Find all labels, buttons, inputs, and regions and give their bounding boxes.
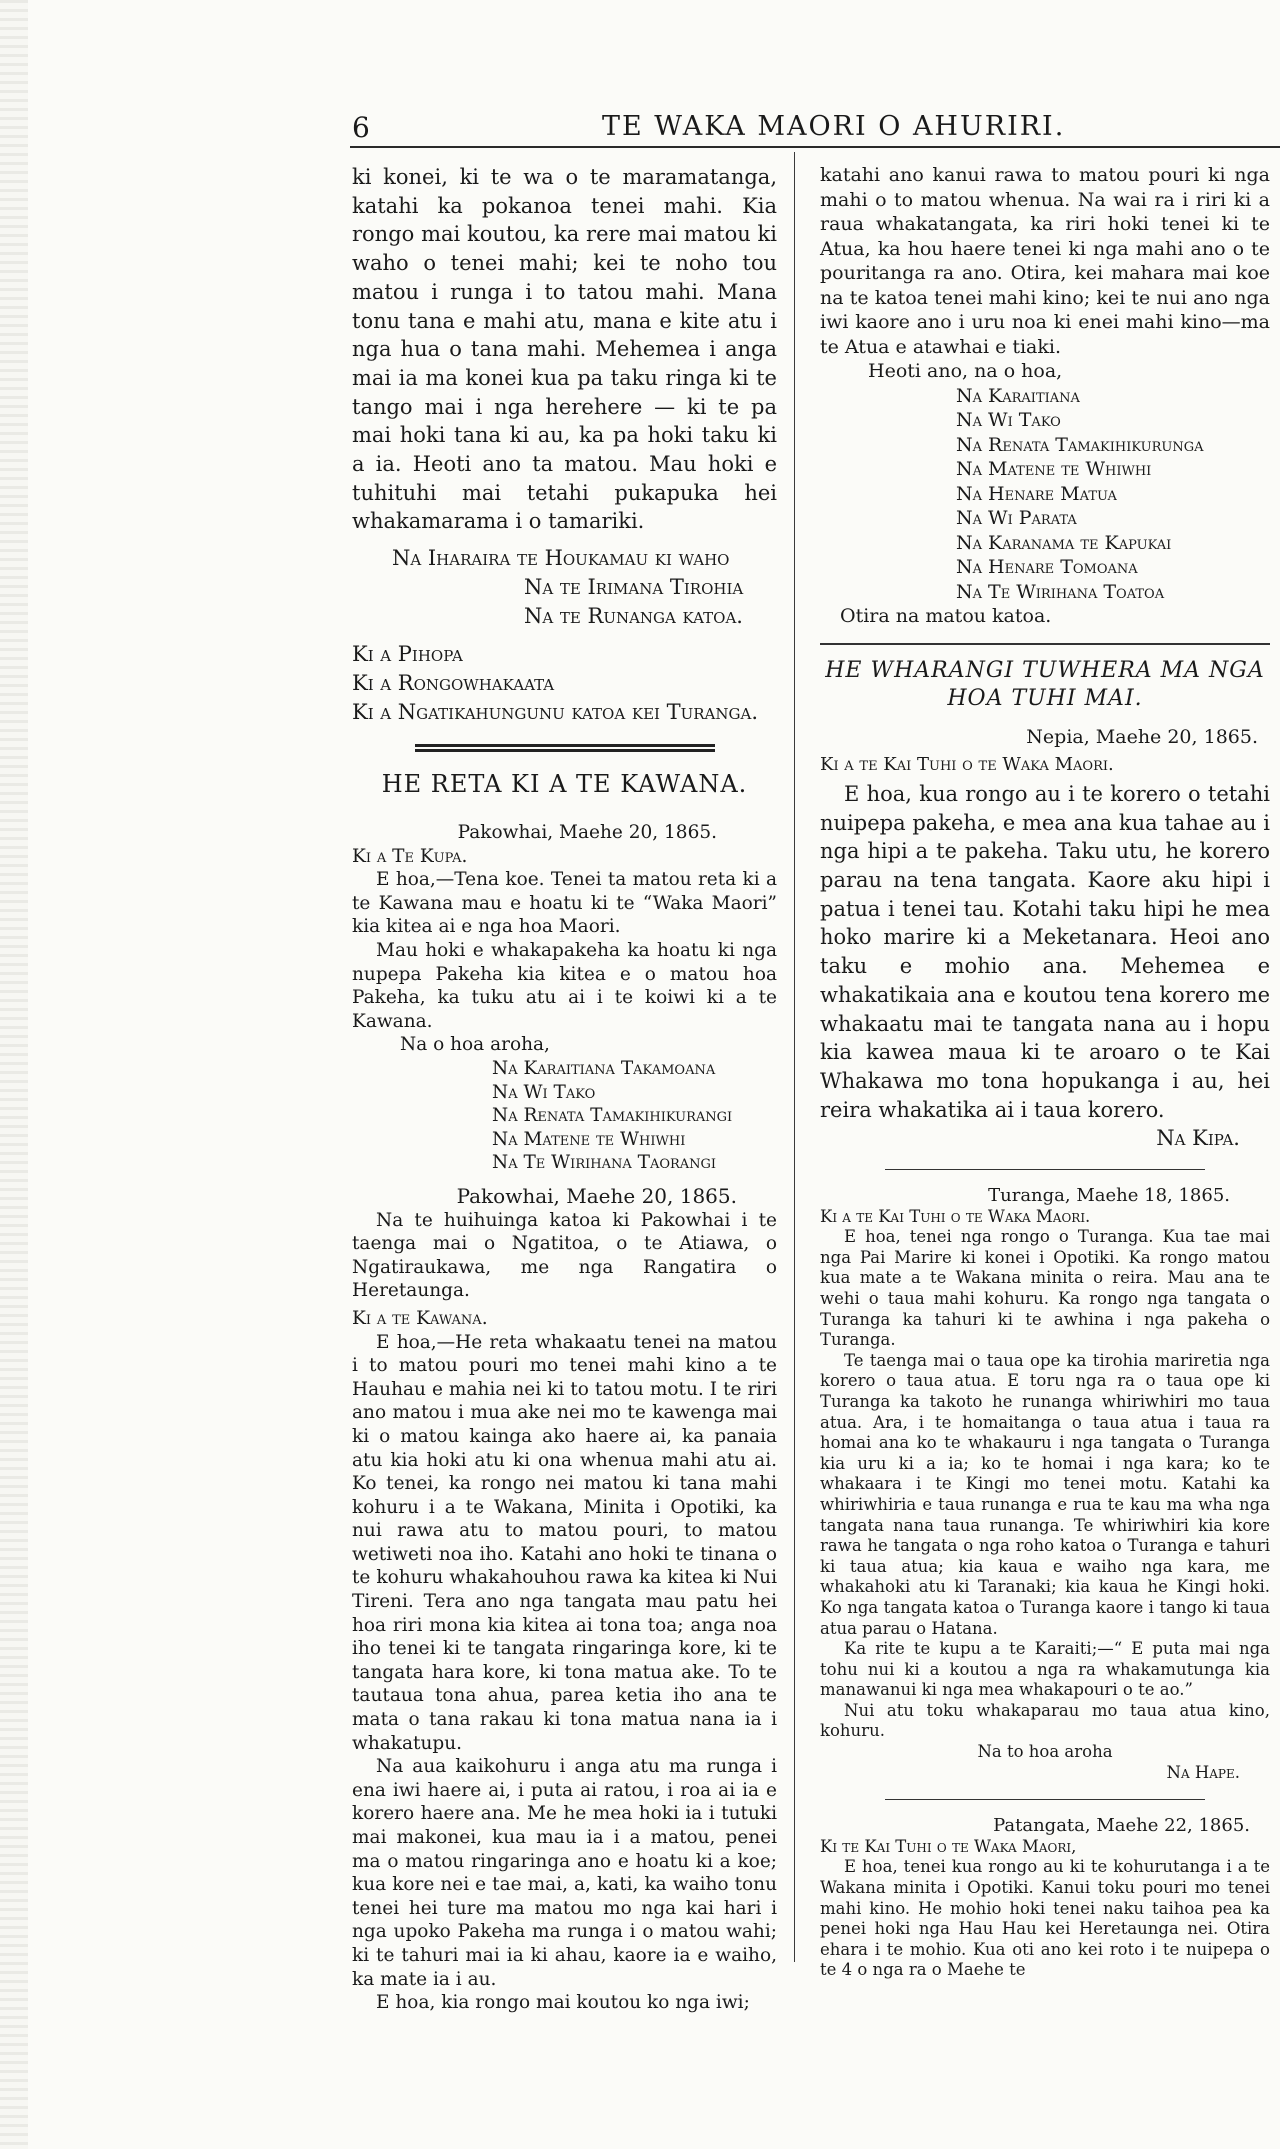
page-header bbox=[352, 111, 1280, 145]
letter-paragraph: E hoa, tenei nga rongo o Turanga. Kua tae mai nga Pai Marire ki konei i Opotiki. Ka rongo matou kua mate a te Wakana minita o reira. Mau ana te wehi o taua mahi kohuru. Ka rongo nga tangata o Turanga ka tahuri ki te awhina i nga pakeha o Turanga. bbox=[820, 1227, 1270, 1350]
page-number: 6 bbox=[352, 111, 370, 144]
letter-salutation: Ki a Te Kupa. bbox=[352, 845, 468, 867]
signature-line: Na Iharaira te Houkamau ki waho bbox=[392, 546, 730, 571]
letter-paragraph: Mau hoki e whakapakeha ka hoatu ki nga nupepa Pakeha kia kitea e o matou hoa Pakeha, ka tuku atu ai i te koiwi ki a te Kawana. bbox=[352, 940, 777, 1032]
scan-gutter bbox=[0, 0, 28, 2149]
signer: Na Karanama te Kapukai bbox=[956, 531, 1172, 554]
letter-date: Nepia, Maehe 20, 1865. bbox=[1026, 725, 1258, 748]
letter-salutation: Ki a te Kai Tuhi o te Waka Maori. bbox=[820, 754, 1114, 776]
letter bbox=[352, 1185, 777, 2015]
signer: Na Renata Tamakihikurangi bbox=[492, 1105, 733, 1127]
letter-divider bbox=[885, 1169, 1205, 1170]
letter-salutation: Ki te Kai Tuhi o te Waka Maori, bbox=[820, 1836, 1077, 1856]
letter-paragraph: E hoa, kia rongo mai koutou ko nga iwi; bbox=[376, 1992, 750, 2014]
signer: Na Wi Tako bbox=[492, 1081, 596, 1103]
letter bbox=[820, 723, 1270, 1154]
letter-date: Patangata, Maehe 22, 1865. bbox=[993, 1815, 1250, 1837]
section-heading: HE WHARANGI TUWHERA MA NGA HOA TUHI MAI. bbox=[825, 657, 1265, 711]
letter-closing: Na o hoa aroha, bbox=[400, 1034, 550, 1056]
letter-closing: Heoti ano, na o hoa, bbox=[868, 360, 1063, 382]
letter-date: Pakowhai, Maehe 20, 1865. bbox=[457, 822, 717, 844]
intro-paragraph: ki konei, ki te wa o te maramatanga, katahi ka pokanoa tenei mahi. Kia rongo mai koutou, ka rere mai matou ki waho o tenei mahi; kei te noho tou matou i runga i to tatou mahi. Mana tonu tana e mahi atu, mana e kite atu i nga hua o tana mahi. Mehemea i anga mai ia ma konei kua pa taku ringa ki te tango mai i nga herehere — ki te pa mai hoki tana ki au, ka pa hoki taku ki a ia. Heoti ano ta matou. Mau hoki e tuhituhi mai tetahi pukapuka hei whakamarama i o tamariki. bbox=[352, 165, 777, 534]
letter-salutation: Ki a te Kai Tuhi o te Waka Maori. bbox=[820, 1206, 1091, 1226]
signature-block bbox=[352, 544, 777, 630]
letter-paragraph: Ka rite te kupu a te Karaiti;—“ E puta mai nga tohu nui ki a koutou a nga ra whakamutunga kia manawanui ki nga mea whakapouri o te ao.” bbox=[820, 1639, 1270, 1700]
signer: Na Renata Tamakihikurunga bbox=[956, 433, 1204, 456]
right-column bbox=[820, 163, 1270, 1981]
letter bbox=[820, 1816, 1270, 1981]
letter-date: Pakowhai, Maehe 20, 1865. bbox=[456, 1183, 737, 1208]
signer: Na Matene te Whiwhi bbox=[492, 1128, 686, 1150]
letter-closing: Na to hoa aroha bbox=[977, 1742, 1113, 1762]
letter-paragraph: Te taenga mai o taua ope ka tirohia mariretia nga korero o taua atua. E toru nga ra o taua ope ki Turanga ka takoto he runanga whiriwhiri mo taua atua. Ara, i te homaitanga o taua atua i taua ra homai ana ko te whakauru i nga tangata o Turanga kia uru ki a ia; ko te homai i nga kara; ko te whakaara i te Kingi mo tenei motu. Katahi ka whiriwhiria e taua runanga e rua te kau ma wha nga tangata nana taua runanga. Te whiriwhiri kia kore rawa he tangata o nga roho katoa o Turanga e tahuri ki taua atua; kia kaua e waiho nga kara, me whakahoki atu ki Taranaki; kia kaua he Kingi hoki. Ko nga tangata katoa o Turanga kaore i tango ki taua atua parau o Hatana. bbox=[820, 1350, 1270, 1638]
addressee-line: Ki a Pihopa bbox=[352, 642, 463, 667]
letter bbox=[352, 821, 777, 1175]
letter-end: Otira na matou katoa. bbox=[840, 605, 1052, 627]
letter-date: Turanga, Maehe 18, 1865. bbox=[988, 1185, 1230, 1207]
signature-line: Na te Irimana Tirohia bbox=[524, 574, 744, 599]
continued-paragraph: katahi ano kanui rawa to matou pouri ki nga mahi o to matou whenua. Na wai ra i riri ki a raua whakatangata, ka riri hoki tenei ki te Atua, ka hou haere tenei ki nga mahi ano o te pouritanga ra ano. Otira, kei mahara mai koe na te katoa tenei mahi kino; kei te nui ano nga iwi kaore ano i uru noa ki enei mahi kino—ma te Atua e atawhai e tiaki. bbox=[820, 164, 1270, 358]
letter-paragraph: E hoa,—He reta whakaatu tenei na matou i to matou pouri mo tenei mahi kino a te Hauhau e mahia nei ki to tatou motu. I te riri ano matou i mua ake nei mo te kawenga mai ki o matou kainga ako haere ai, ka panaia atu kia hoki atu ki ona whenua mahi atu ai. Ko tenei, ka rongo nei matou ki tana mahi kohuru i a te Wakana, Minita i Opotiki, ka nui rawa atu to matou pouri, to matou wetiweti noa iho. Katahi ano hoki te tinana o te kohuru whakahouhou rawa ka kitea ki Nui Tireni. Tera ano nga tangata mau patu hei hoa riri mona kia kitea ai tona toa; anga noa iho tenei ki te tangata ringaringa kore, ki te tangata hara kore, ki tona matua ake. To te tautaua tona ahua, parea ketia iho ana te mata o tana rakau ki tona matua nana ia i whakatupu. bbox=[352, 1331, 777, 1754]
signer: Na Henare Tomoana bbox=[956, 556, 1138, 578]
letter-from: Na te huihuinga katoa ki Pakowhai i te taenga mai o Ngatitoa, o te Atiawa, o Ngatiraukawa, me nga Rangatira o Heretaunga. bbox=[352, 1209, 777, 1302]
letter-continuation bbox=[820, 163, 1270, 629]
signer: Na Te Wirihana Toatoa bbox=[956, 580, 1165, 603]
signer: Na Henare Matua bbox=[956, 482, 1117, 505]
letter-paragraph: E hoa,—Tena koe. Tenei ta matou reta ki a te Kawana mau e hoatu ki te “Waka Maori” kia kitea ai e nga hoa Maori. bbox=[352, 869, 777, 938]
letter-paragraph: Nui atu toku whakaparau mo taua atua kino, kohuru. bbox=[820, 1700, 1270, 1741]
signer: Na Wi Parata bbox=[956, 507, 1077, 529]
header-rule bbox=[350, 146, 1280, 148]
left-column bbox=[352, 163, 777, 2015]
letter-paragraph: E hoa, kua rongo au i te korero o tetahi nuipepa pakeha, e mea ana kua tahae au i nga hipi a te pakeha. Taku utu, he korero parau na tena tangata. Kaore aku hipi i patua i tenei tau. Kotahi taku hipi he mea hoko marire ki a Meketanara. Heoi ano taku e mohio ana. Mehemea e whakatikaia ana e koutou tena korero me whakaatu mai te tangata nana au i hopu kia kawea maua ki te aroaro o te Kai Whakawa mo tona hopukanga i au, hei reira whakatika ai i taua korero. bbox=[820, 781, 1270, 1122]
section-rule bbox=[820, 643, 1270, 645]
letter-paragraph: E hoa, tenei kua rongo au ki te kohurutanga i a te Wakana minita i Opotiki. Kanui toku pouri mo tenei mahi kino. He mohio hoki tenei naku taihoa pea ka penei hoki nga Hau Hau kei Heretaunga nei. Otira ehara i te mohio. Kua oti ano kei roto i te nuipepa o te 4 o nga ra o Maehe te bbox=[820, 1857, 1270, 1980]
signer: Na Karaitiana bbox=[956, 384, 1080, 407]
signature-line: Na te Runanga katoa. bbox=[524, 603, 743, 628]
section-rule bbox=[415, 744, 715, 752]
letter-signature: Na Hape. bbox=[1166, 1762, 1240, 1782]
letter-signature: Na Kipa. bbox=[1156, 1126, 1240, 1151]
addressee-line: Ki a Rongowhakaata bbox=[352, 670, 555, 695]
letter bbox=[820, 1186, 1270, 1783]
paper-title: TE WAKA MAORI O AHURIRI. bbox=[602, 111, 1066, 142]
addressee-block bbox=[352, 640, 777, 726]
signer: Na Te Wirihana Taorangi bbox=[492, 1152, 717, 1174]
addressee-line: Ki a Ngatikahungunu katoa kei Turanga. bbox=[352, 699, 759, 724]
signer: Na Matene te Whiwhi bbox=[956, 458, 1152, 480]
signer: Na Wi Tako bbox=[956, 409, 1061, 431]
column-divider bbox=[794, 152, 795, 1962]
letter-paragraph: Na aua kaikohuru i anga atu ma runga i ena iwi haere ai, i puta ai ratou, i roa ai ia e korero haere ana. Me he mea hoki ia i tutuki mai makonei, kua mau ia i a matou, penei ma o matou ringaringa ano e hoatu ki a koe; kua kore nei e tae mai, a, kati, ka waiho tonu tenei hei ture ma matou mo nga kai hari i nga upoko Pakeha ma runga i o matou wahi; ki te tahuri mai ia ki ahau, kaore ia e waiho, ka mate ia i au. bbox=[352, 1756, 777, 1990]
section-heading: HE RETA KI A TE KAWANA. bbox=[381, 770, 748, 799]
letter-divider bbox=[885, 1799, 1205, 1800]
letter-salutation: Ki a te Kawana. bbox=[352, 1307, 488, 1329]
signer: Na Karaitiana Takamoana bbox=[492, 1058, 716, 1079]
